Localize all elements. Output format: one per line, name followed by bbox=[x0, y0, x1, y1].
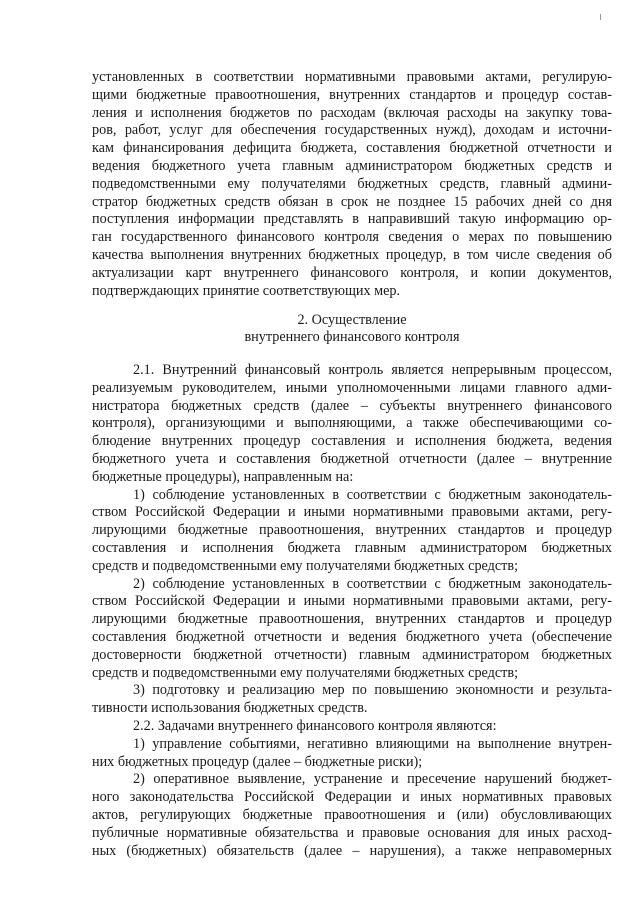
section-heading-number: 2. Осуществление bbox=[297, 312, 407, 328]
text-line: средств и подведомственными ему получателями бюджетных средств; bbox=[92, 557, 519, 574]
scan-mark bbox=[600, 14, 601, 20]
text-line: бюджетные процедуры), направленным на: bbox=[92, 468, 354, 485]
text-line: ством Российской Федерации и иными нормативными правовыми актами, регу- bbox=[92, 593, 612, 610]
text-line: кам финансирования дефицита бюджета, составления бюджетной отчетности и bbox=[92, 140, 612, 157]
text-line: 1) соблюдение установленных в соответствии с бюджетным законодатель- bbox=[133, 486, 612, 503]
text-line: качества выполнения внутренних бюджетных процедур, в том числе сведения об bbox=[92, 247, 612, 263]
text-line: ления и исполнения бюджетов по расходам (включая расходы на закупку това- bbox=[92, 104, 612, 121]
text-line: щими бюджетные правоотношения, внутренних стандартов и процедур состав- bbox=[92, 86, 612, 103]
text-line: актуализации карт внутреннего финансового контроля, и копии документов, bbox=[92, 264, 612, 281]
text-line: ган государственного финансового контроля сведения о мерах по повышению bbox=[92, 229, 612, 246]
text-line: ведения бюджетного учета главным администратором бюджетных средств и bbox=[92, 158, 612, 174]
text-line: ров, работ, услуг для обеспечения государственных нужд), доходам и источни- bbox=[92, 122, 612, 139]
text-line: 2.1. Внутренний финансовый контроль является непрерывным процессом, bbox=[133, 362, 612, 378]
text-line: ством Российской Федерации и иными нормативными правовыми актами, регу- bbox=[92, 504, 612, 521]
text-line: лирующими бюджетные правоотношения, внутренних стандартов и процедур bbox=[92, 611, 612, 628]
text-line: реализуемым руководителем, иными уполномоченными лицами главного адми- bbox=[92, 379, 612, 396]
text-line: 1) управление событиями, негативно влияющими на выполнение внутрен- bbox=[133, 735, 612, 752]
text-line: них бюджетных процедур (далее – бюджетные риски); bbox=[92, 753, 423, 770]
text-line: контроля), организующими и выполняющими, а также обеспечивающими со- bbox=[92, 415, 612, 432]
text-line: достоверности бюджетной отчетности) главным администратором бюджетных bbox=[92, 646, 612, 663]
text-line: блюдение внутренних процедур составления и исполнения бюджета, ведения bbox=[92, 433, 612, 450]
text-line: ного законодательства Российской Федерации и иных нормативных правовых bbox=[92, 789, 612, 806]
text-line: тивности использования бюджетных средств. bbox=[92, 700, 368, 717]
text-line: публичные нормативные обязательства и правовые основания для иных расход- bbox=[92, 824, 612, 841]
text-line: составления бюджетной отчетности и ведения бюджетного учета (обеспечение bbox=[92, 629, 612, 645]
text-line: поступления информации представлять в направивший такую информацию ор- bbox=[92, 211, 612, 228]
text-line: бюджетного учета и составления бюджетной отчетности (далее – внутренние bbox=[92, 451, 612, 467]
text-line: 2.2. Задачами внутреннего финансового контроля являются: bbox=[133, 718, 497, 734]
text-line: актов, регулирующих бюджетные правоотношения и (или) обусловливающих bbox=[92, 807, 612, 823]
text-line: установленных в соответствии нормативными правовыми актами, регулирую- bbox=[92, 69, 612, 85]
text-line: составления и исполнения бюджета главным администратором бюджетных bbox=[92, 540, 612, 556]
text-line: подтверждающих принятие соответствующих мер. bbox=[92, 282, 401, 299]
text-line: лирующими бюджетные правоотношения, внутренних стандартов и процедур bbox=[92, 522, 612, 539]
text-line: средств и подведомственными ему получателями бюджетных средств; bbox=[92, 664, 519, 681]
text-line: 2) оперативное выявление, устранение и пресечение нарушений бюджет- bbox=[133, 771, 612, 788]
text-line: 3) подготовку и реализацию мер по повышению экономности и результа- bbox=[133, 682, 612, 699]
text-line: стратор бюджетных средств обязан в срок не позднее 15 рабочих дней со дня bbox=[92, 193, 612, 210]
text-line: ных (бюджетных) обязательств (далее – нарушения), а также неправомерных bbox=[92, 842, 612, 859]
text-line: нистратора бюджетных средств (далее – субъекты внутреннего финансового bbox=[92, 397, 612, 414]
section-heading-title: внутреннего финансового контроля bbox=[244, 329, 460, 345]
text-line: подведомственными ему получателями бюджетных средств, главный админи- bbox=[92, 175, 612, 192]
text-line: 2) соблюдение установленных в соответствии с бюджетным законодатель- bbox=[133, 575, 612, 592]
